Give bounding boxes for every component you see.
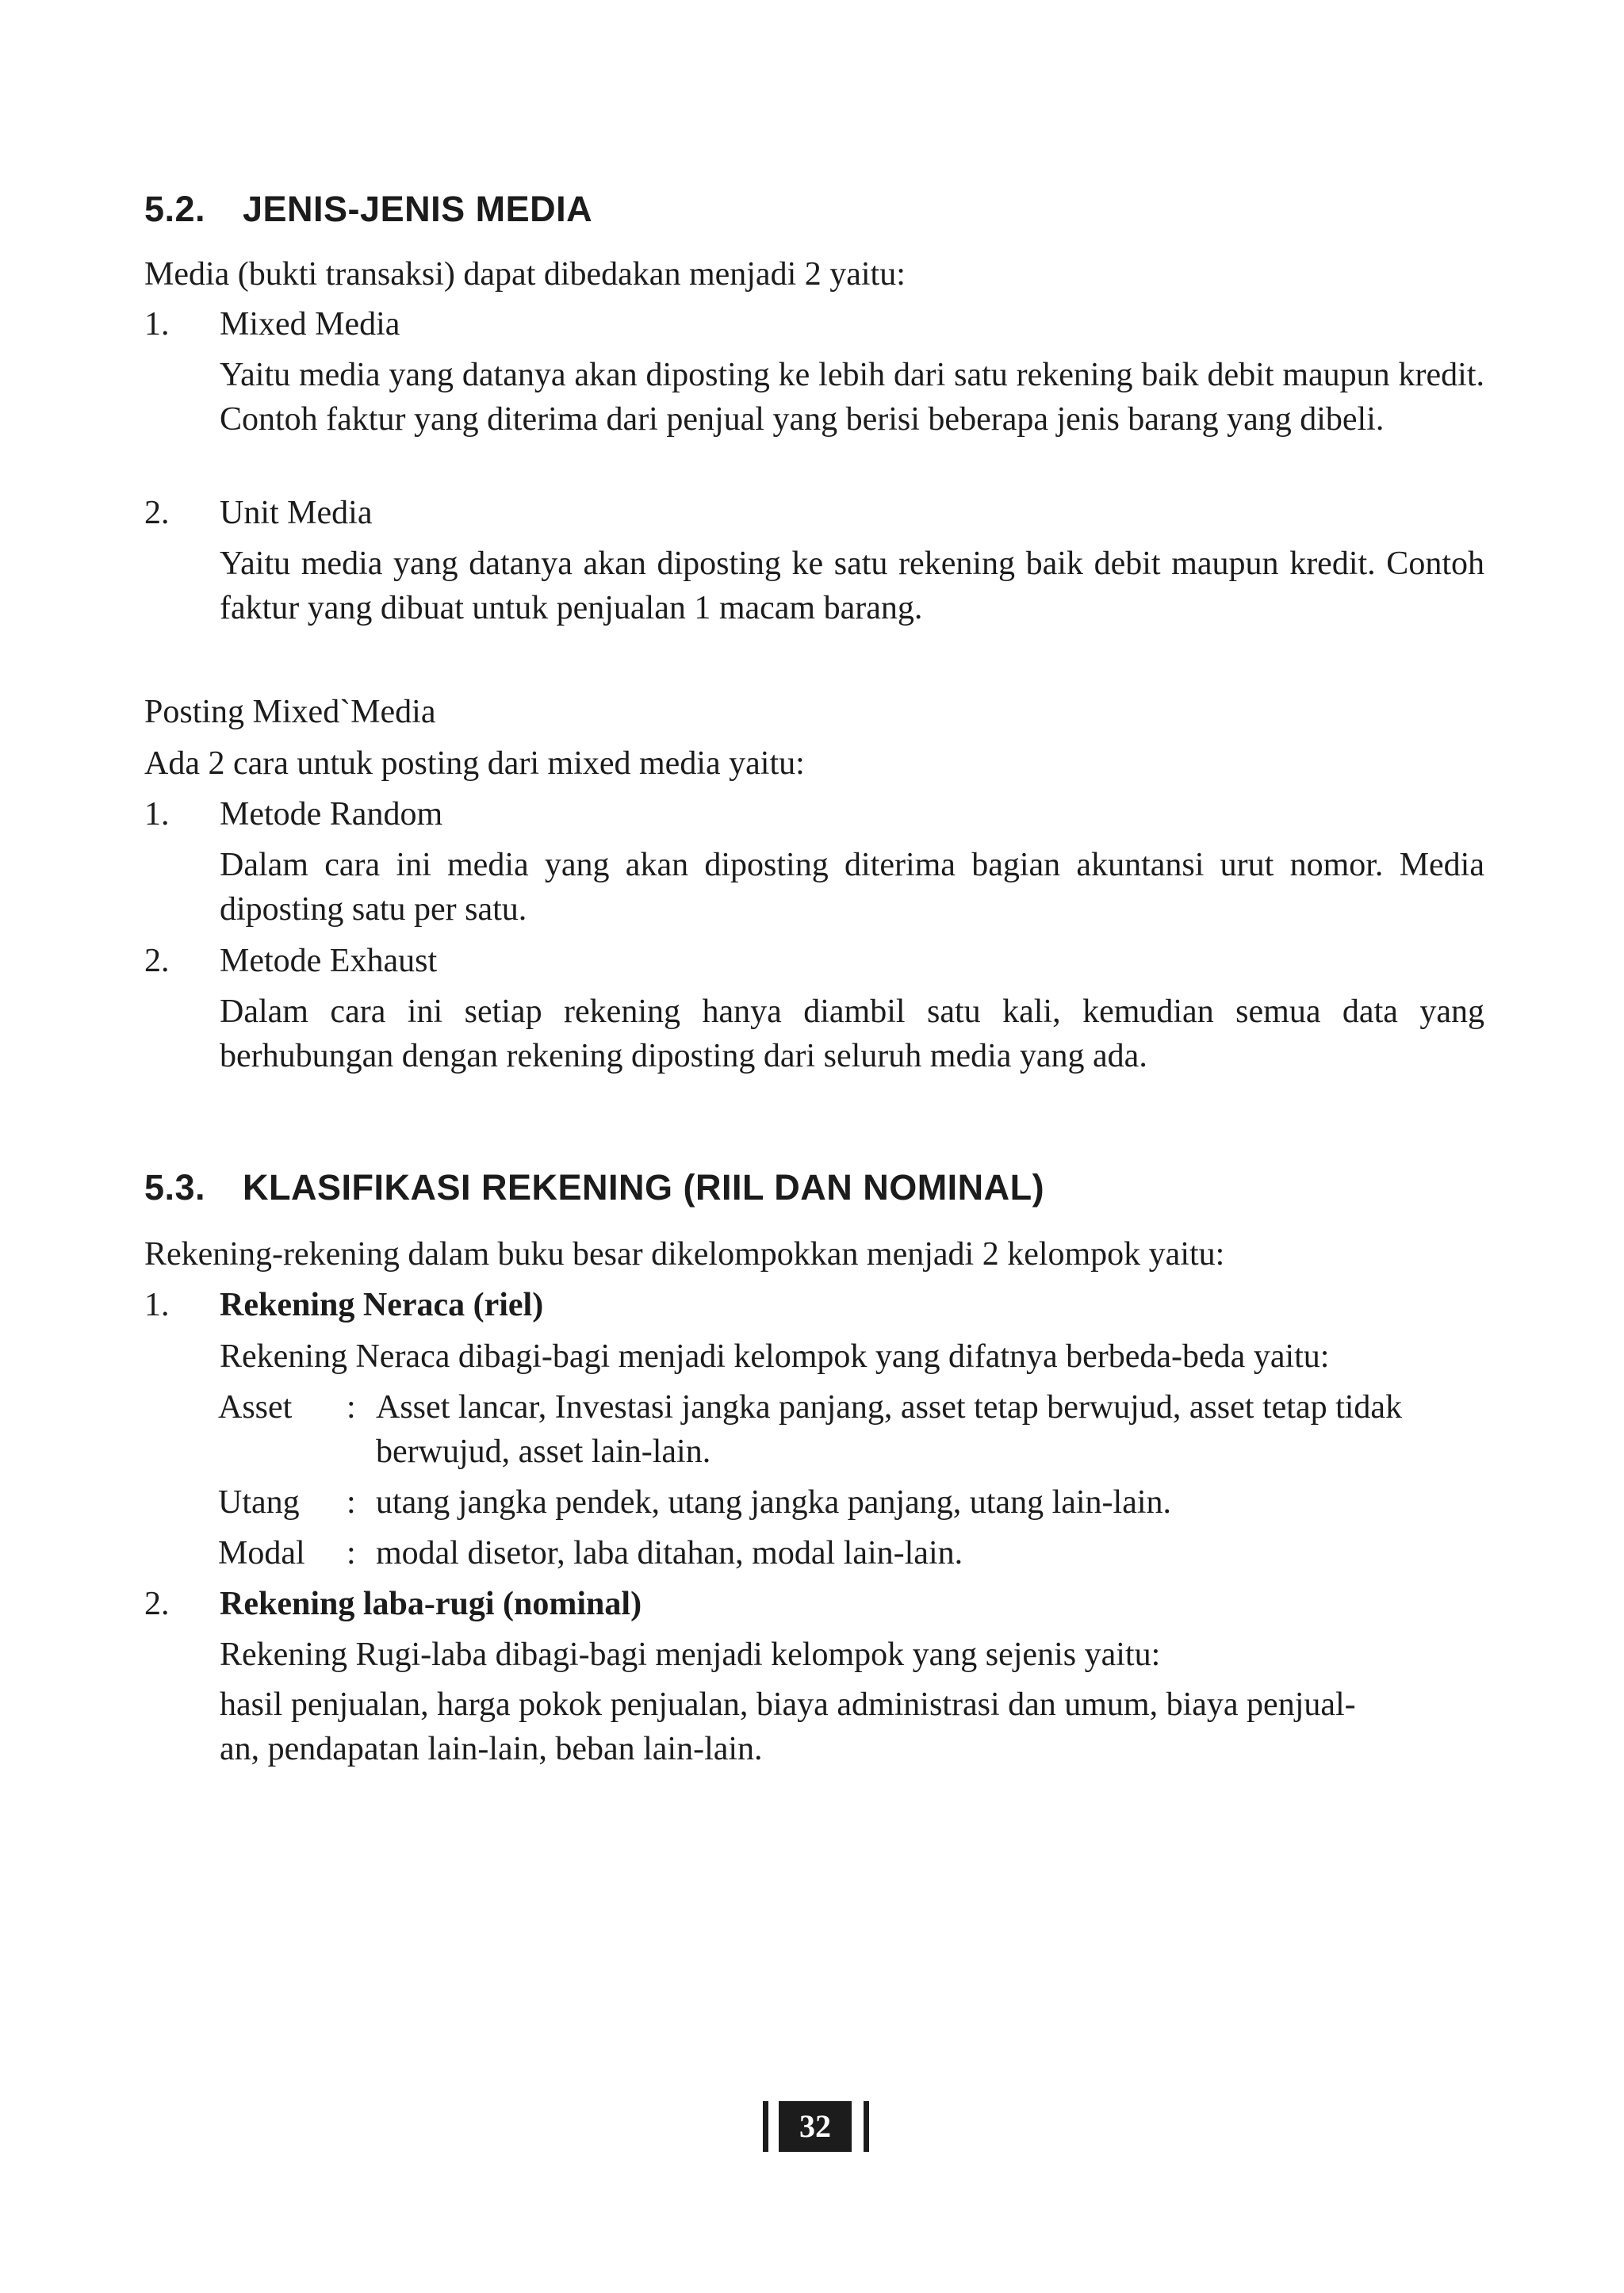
list-item-description: Yaitu media yang datanya akan diposting ke satu rekening baik debit maupun kredit. Contoh faktur yang dibuat untuk penjualan 1 macam barang. (220, 545, 1484, 626)
section-title: JENIS-JENIS MEDIA (243, 189, 593, 229)
definition-label: Utang (218, 1484, 300, 1521)
page-number-block (763, 2101, 869, 2152)
list-number: 1. (144, 1287, 170, 1323)
list-item-description: Yaitu media yang datanya akan diposting ke lebih dari satu rekening baik debit maupun kredit. Contoh faktur yang diterima dari penjual yang berisi beberapa jenis barang yang dibeli. (220, 357, 1484, 438)
list-number: 1. (144, 306, 170, 343)
list-item-line: an, pendapatan lain-lain, beban lain-lain. (220, 1731, 763, 1767)
list-number: 2. (144, 495, 170, 531)
list-number: 2. (144, 1586, 170, 1622)
definition-text: modal disetor, laba ditahan, modal lain-lain. (376, 1535, 963, 1571)
list-item-title: Unit Media (220, 495, 373, 531)
list-number: 2. (144, 943, 170, 979)
list-item-line: hasil penjualan, harga pokok penjualan, biaya administrasi dan umum, biaya penjual- (220, 1686, 1356, 1723)
definition-colon: : (347, 1484, 356, 1521)
section-number: 5.3. (144, 1167, 206, 1208)
list-item-title: Rekening Neraca (riel) (220, 1287, 544, 1323)
method-description: Dalam cara ini media yang akan diposting diterima bagian akuntansi urut nomor. Media diposting satu per satu. (220, 847, 1484, 928)
list-item-title: Mixed Media (220, 306, 400, 343)
method-title: Metode Random (220, 796, 443, 833)
definition-text: Asset lancar, Investasi jangka panjang, asset tetap berwujud, asset tetap tidak berwujud, asset lain-lain. (376, 1389, 1403, 1470)
section-title: KLASIFIKASI REKENING (RIIL DAN NOMINAL) (243, 1167, 1045, 1208)
subsection-title: Posting Mixed`Media (144, 694, 436, 730)
page-number-right-bar (864, 2101, 869, 2152)
page-number: 32 (779, 2101, 852, 2152)
list-item-description: Rekening Neraca dibagi-bagi menjadi kelompok yang difatnya berbeda-beda yaitu: (220, 1338, 1330, 1375)
section-intro: Rekening-rekening dalam buku besar dikelompokkan menjadi 2 kelompok yaitu: (144, 1236, 1225, 1273)
definition-text: utang jangka pendek, utang jangka panjang, utang lain-lain. (376, 1484, 1172, 1521)
page-number-left-bar (763, 2101, 768, 2152)
list-item-description: Rekening Rugi-laba dibagi-bagi menjadi kelompok yang sejenis yaitu: (220, 1636, 1161, 1673)
list-item-title: Rekening laba-rugi (nominal) (220, 1586, 642, 1622)
section-intro: Media (bukti transaksi) dapat dibedakan menjadi 2 yaitu: (144, 256, 906, 293)
section-heading-5-2 (144, 187, 592, 232)
definition-label: Asset (218, 1389, 293, 1426)
definition-colon: : (347, 1535, 356, 1571)
definition-label: Modal (218, 1535, 305, 1571)
definition-colon: : (347, 1389, 356, 1426)
section-number: 5.2. (144, 189, 206, 229)
method-title: Metode Exhaust (220, 943, 438, 979)
section-heading-5-3 (144, 1166, 1044, 1210)
method-description: Dalam cara ini setiap rekening hanya diambil satu kali, kemudian semua data yang berhubungan dengan rekening diposting dari seluruh media yang ada. (220, 993, 1484, 1074)
subsection-intro: Ada 2 cara untuk posting dari mixed media yaitu: (144, 745, 805, 782)
list-number: 1. (144, 796, 170, 833)
